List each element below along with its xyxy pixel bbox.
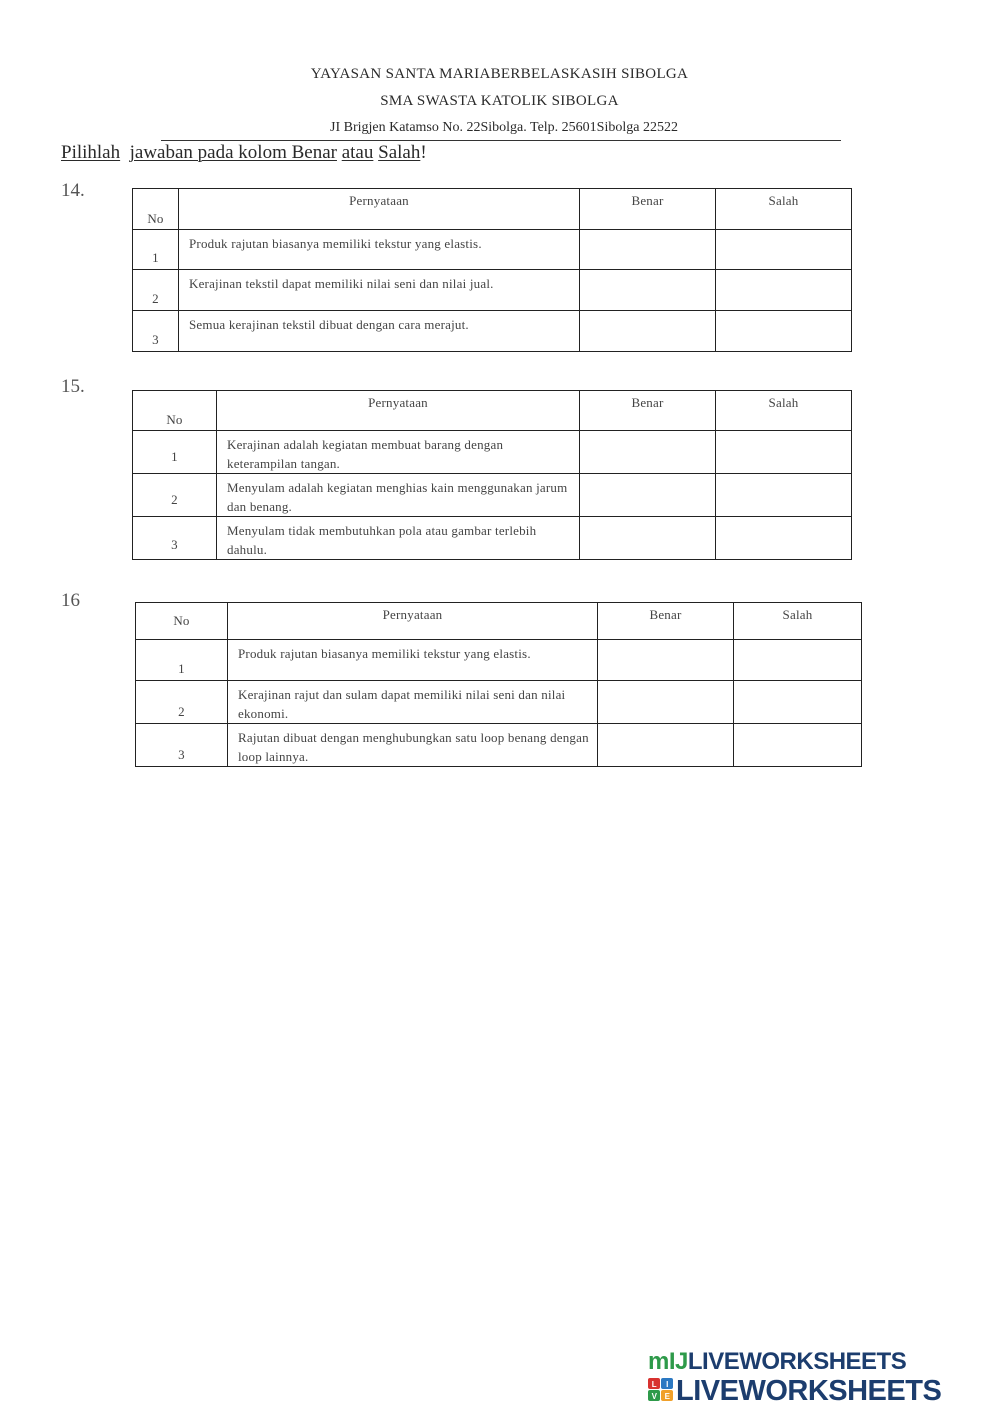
header-false: Salah: [716, 189, 852, 230]
brand-top-row: [648, 1349, 906, 1375]
answer-true-cell[interactable]: [598, 681, 734, 724]
row-number: 2: [133, 474, 217, 517]
statement-text: Rajutan dibuat dengan menghubungkan satu loop benang dengan loop lainnya.: [228, 724, 598, 767]
instruction-text: [61, 142, 427, 164]
answer-true-cell[interactable]: [580, 270, 716, 311]
answer-true-cell[interactable]: [580, 517, 716, 560]
statement-text: Semua kerajinan tekstil dibuat dengan cara merajut.: [179, 311, 580, 352]
question-15-table: [132, 390, 852, 560]
table-row: [133, 230, 852, 270]
instruction-word-4: Salah: [378, 142, 421, 163]
statement-text: Produk rajutan biasanya memiliki tekstur yang elastis.: [228, 640, 598, 681]
answer-false-cell[interactable]: [716, 474, 852, 517]
row-number: 2: [133, 270, 179, 311]
table-row: [136, 724, 862, 767]
brand-top-text: LIVEWORKSHEETS: [687, 1348, 907, 1375]
svg-text:I: I: [666, 1380, 668, 1389]
instruction-word-1: Pilihlah: [61, 142, 121, 163]
svg-text:E: E: [664, 1392, 670, 1401]
row-number: 2: [136, 681, 228, 724]
brand-mark: mIJ: [648, 1348, 688, 1375]
header-true: Benar: [580, 189, 716, 230]
statement-text: Menyulam tidak membutuhkan pola atau gambar terlebih dahulu.: [217, 517, 580, 560]
header-no: No: [133, 391, 217, 431]
header-true: Benar: [580, 391, 716, 431]
row-number: 1: [133, 431, 217, 474]
liveworksheets-logo: [648, 1349, 993, 1405]
answer-true-cell[interactable]: [598, 640, 734, 681]
statement-text: Produk rajutan biasanya memiliki tekstur yang elastis.: [179, 230, 580, 270]
answer-true-cell[interactable]: [580, 474, 716, 517]
answer-false-cell[interactable]: [734, 724, 862, 767]
answer-true-cell[interactable]: [580, 311, 716, 352]
header-true: Benar: [598, 603, 734, 640]
table-row: [133, 431, 852, 474]
answer-true-cell[interactable]: [580, 431, 716, 474]
answer-true-cell[interactable]: [580, 230, 716, 270]
table-row: [133, 270, 852, 311]
row-number: 3: [133, 517, 217, 560]
row-number: 1: [133, 230, 179, 270]
header-no: No: [136, 603, 228, 640]
svg-text:L: L: [651, 1380, 657, 1389]
header-false: Salah: [716, 391, 852, 431]
question-number-16: 16: [61, 590, 80, 611]
row-number: 3: [136, 724, 228, 767]
table-row: [136, 640, 862, 681]
statement-text: Kerajinan tekstil dapat memiliki nilai seni dan nilai jual.: [179, 270, 580, 311]
answer-false-cell[interactable]: [716, 230, 852, 270]
live-blocks-icon: [648, 1378, 674, 1402]
header-statement: Pernyataan: [217, 391, 580, 431]
foundation-name: YAYASAN SANTA MARIABERBELASKASIH SIBOLGA: [310, 66, 689, 82]
header-divider: [161, 140, 841, 141]
answer-false-cell[interactable]: [716, 311, 852, 352]
table-row: [133, 517, 852, 560]
school-name: SMA SWASTA KATOLIK SIBOLGA: [380, 93, 619, 109]
statement-text: Kerajinan adalah kegiatan membuat barang dengan keterampilan tangan.: [217, 431, 580, 474]
school-address: JI Brigjen Katamso No. 22Sibolga. Telp. 25601Sibolga 22522: [330, 120, 678, 135]
question-number-14: 14.: [61, 180, 85, 201]
table-row: [133, 311, 852, 352]
answer-false-cell[interactable]: [716, 270, 852, 311]
answer-true-cell[interactable]: [598, 724, 734, 767]
table-row: [136, 681, 862, 724]
svg-text:V: V: [651, 1392, 657, 1401]
brand-bottom-text: LIVEWORKSHEETS: [676, 1375, 942, 1407]
answer-false-cell[interactable]: [734, 640, 862, 681]
answer-false-cell[interactable]: [716, 431, 852, 474]
brand-bottom-row: [648, 1376, 941, 1406]
statement-text: Kerajinan rajut dan sulam dapat memiliki nilai seni dan nilai ekonomi.: [228, 681, 598, 724]
row-number: 3: [133, 311, 179, 352]
row-number: 1: [136, 640, 228, 681]
header-statement: Pernyataan: [179, 189, 580, 230]
table-row: [133, 474, 852, 517]
answer-false-cell[interactable]: [716, 517, 852, 560]
header-no: No: [133, 189, 179, 230]
question-16-table: [135, 602, 862, 767]
question-14-table: [132, 188, 852, 352]
answer-false-cell[interactable]: [734, 681, 862, 724]
header-false: Salah: [734, 603, 862, 640]
instruction-end: !: [420, 142, 427, 163]
statement-text: Menyulam adalah kegiatan menghias kain menggunakan jarum dan benang.: [217, 474, 580, 517]
header-statement: Pernyataan: [228, 603, 598, 640]
question-number-15: 15.: [61, 376, 85, 397]
instruction-word-2: jawaban pada kolom Benar: [129, 142, 337, 163]
instruction-word-3: atau: [341, 142, 374, 163]
